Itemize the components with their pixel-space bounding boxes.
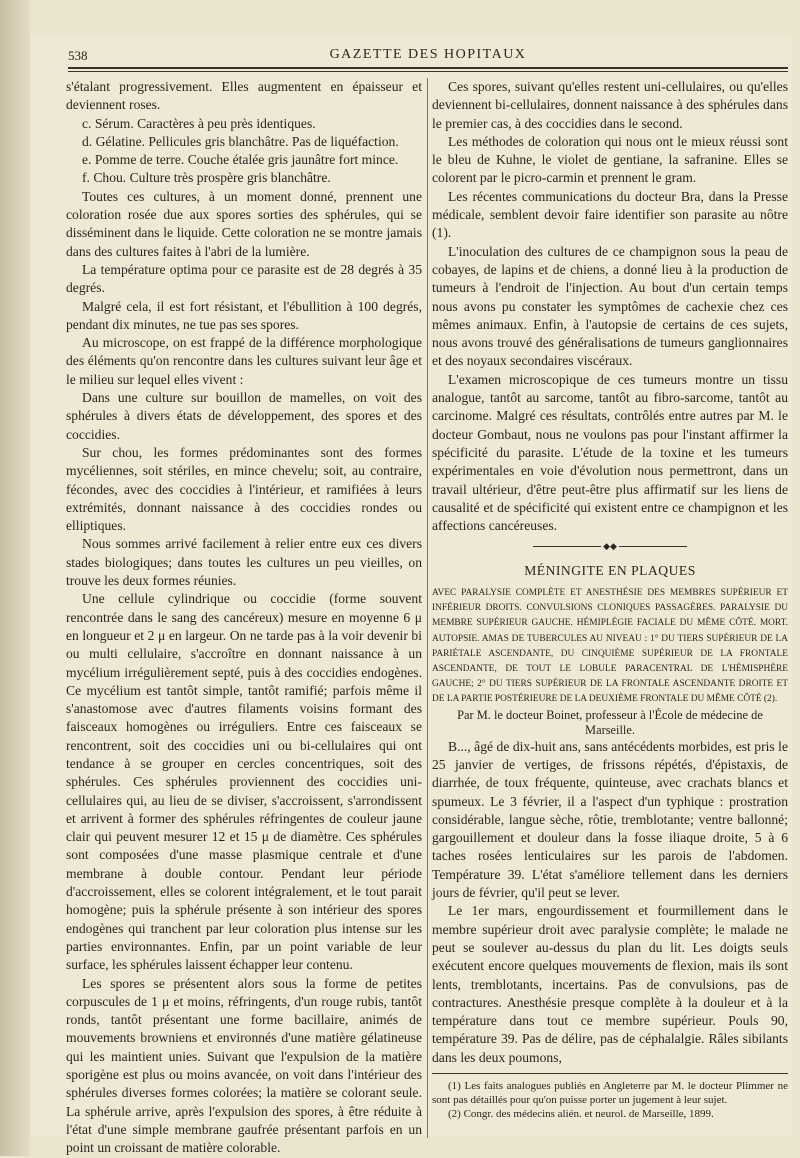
ornament-line-left (533, 546, 601, 547)
page-header (68, 44, 788, 66)
page-binding-shadow (0, 0, 30, 1156)
paragraph: La température optima pour ce parasite est de 28 degrés à 35 degrés. (66, 261, 422, 296)
paragraph: Ces spores, suivant qu'elles restent uni-cellulaires, ou qu'elles deviennent bi-cellulaires, donnent naissance à des sphérules dans le premier cas, à des coccidies dans le second. (432, 79, 788, 131)
section-title: MÉNINGITE EN PLAQUES (524, 562, 696, 578)
footnote: (2) Congr. des médecins alién. et neurol. de Marseille, 1899. (448, 1107, 714, 1120)
paragraph: B..., âgé de dix-huit ans, sans antécédents morbides, est pris le 25 janvier de vertiges, de frissons répétés, d'épistaxis, de diarrhée, de toux fréquente, quinteuse, avec crachats blancs et spumeux. Le 3 février, il a l'aspect d'un typhique : prostration considérable, langue sèche, rôtie, tremblotante; ventre ballonné; gargouillement et douleur dans la fosse iliaque droite, 5 à 6 taches rosées lenticulaires sur les parois de l'abdomen. Température 39. L'état s'améliore tellement dans les derniers jours de février, qu'il peut se lever. (432, 738, 788, 901)
ornament-diamond-icon: ◆◆ (603, 541, 617, 552)
journal-title: GAZETTE DES HOPITAUX (329, 47, 527, 62)
paragraph: Malgré cela, il est fort résistant, et l'ébullition à 100 degrés, pendant dix minutes, ne tue pas ses spores. (66, 298, 422, 332)
paragraph: L'inoculation des cultures de ce champignon sous la peau de cobayes, de lapins et de chiens, a donné lieu à la production de tumeurs à l'endroit de l'injection. Au bout d'un certain temps nous avons pu constater les symptômes de cachexie chez ces mêmes animaux. Enfin, à l'autopsie de certains de ces sujets, nous avons trouvé des généralisations de tumeurs ganglionnaires et des noyaux secondaires viscéraux. (432, 243, 788, 369)
paragraph: d. Gélatine. Pellicules gris blanchâtre. Pas de liquéfaction. (82, 133, 399, 149)
footnote-rule (432, 1073, 788, 1074)
paragraph: Une cellule cylindrique ou coccidie (forme souvent rencontrée dans le sang des cancéreux) mesure en moyenne 6 μ en longueur et 2 μ en largeur. On ne tarde pas à la voir devenir bi ou multi cellulaire, s'accroître en donnant naissance à un mycélium irrégulièrement septé, puis à des coccidies endogènes. Ce mycélium est tantôt simple, tantôt ramifié; parfois même il s'anastomose avec d'autres filaments voisins formant des faisceaux homogènes ou irréguliers. Entre ces faisceaux se rencontrent, soit des coccidies uni ou bi-cellulaires qui ont tendance à se grouper en cercles concentriques, soit des sphérules. Ces sphérules proviennent des coccidies uni-cellulaires qui, au lieu de se diviser, s'accroissent, s'arrondissent et arrivent à former des sphérules réfringentes de couleur jaune clair qui peuvent mesurer 12 et 15 μ de diamètre. Ces sphérules sont composées d'une masse plasmique centrale et d'une membrane à double contour. Pendant leur période d'accroissement, elles se colorent intégralement, et le tout parait homogène; puis la sphérule présente à son intérieur des spores endogènes qui tranchent par leur coloration plus intense sur les parties environnantes. Enfin, par un point variable de leur surface, les sphérules laissent échapper leur contenu. (66, 591, 422, 973)
page-number: 538 (68, 48, 88, 63)
paragraph: c. Sérum. Caractères à peu près identiques. (82, 115, 316, 131)
header-rule-thick (68, 67, 788, 69)
header-rule-thin (68, 71, 788, 72)
paragraph: Les méthodes de coloration qui nous ont le mieux réussi sont le bleu de Kuhne, le violet de gentiane, la safranine. Elles se colorent par le picro-carmin et prennent le gram. (432, 133, 788, 186)
ornament-line-right (619, 546, 687, 547)
paragraph: Au microscope, on est frappé de la différence morphologique des éléments qu'on rencontre dans les cultures suivant leur âge et le milieu sur lequel elles vivent : (66, 335, 422, 387)
footnote: (1) Les faits analogues publiés en Angleterre par M. le docteur Plimmer ne sont pas détaillés pour qu'on puisse porter un jugement à leur sujet. (432, 1079, 788, 1106)
paragraph: e. Pomme de terre. Couche étalée gris jaunâtre fort mince. (82, 152, 399, 168)
paragraph: Le 1er mars, engourdissement et fourmillement dans le membre supérieur droit avec paralysie complète; le malade ne peut se soulever au-dessus du plan du lit. Les doigts seuls exécutent encore quelques mouvements de flexion, mais ils sont lents, tremblotants, incertains. Pas de convulsions, pas de contractures. Anesthésie presque complète à la douleur et à la température dans tout ce membre supérieur. Pouls 90, température 39. Pas de délire, pas de céphalalgie. Râles sibilants dans les deux poumons, (432, 903, 788, 1065)
column-divider (427, 78, 428, 1138)
paragraph: s'étalant progressivement. Elles augmentent en épaisseur et deviennent roses. (66, 79, 422, 113)
paragraph: L'examen microscopique de ces tumeurs montre un tissu analogue, tantôt au sarcome, tantôt au fibro-sarcome, tantôt au carcinome. Malgré ces résultats, contrôlés entre autres par M. le docteur Gombaut, nous ne voulons pas pour l'instant affirmer la spécificité du parasite. L'étude de la toxine et les tumeurs expérimentales en voie d'évolution nous permettront, dans un travail ultérieur, d'être peut-être plus affirmatif sur les liens de causalité et de spécificité qui existent entre ce champignon et les affections cancéreuses. (432, 371, 788, 534)
section-summary: AVEC PARALYSIE COMPLÈTE ET ANESTHÉSIE DES MEMBRES SUPÉRIEUR ET INFÉRIEUR DROITS. CONVULSIONS CLONIQUES PASSAGÈRES. PARALYSIE DU MEMBRE SUPÉRIEUR GAUCHE. HÉMIPLÉGIE FACIALE DU MÊME CÔTÉ. MORT. AUTOPSIE. AMAS DE TUBERCULES AU NIVEAU : 1° DU TIERS SUPÉRIEUR DE LA PARIÉTALE ASCENDANTE, DU CINQUIÈME SUPÉRIEUR DE LA FRONTALE ASCENDANTE, DE TOUT LE LOBULE PARACENTRAL DE L'HÉMISPHÈRE GAUCHE; 2° DU TIERS SUPÉRIEUR DE LA FRONTALE ASCENDANTE DROITE ET DE LA PARTIE POSTÉRIEURE DE LA DEUXIÈME FRONTALE DU MÊME CÔTÉ (2). (432, 588, 788, 705)
paragraph: f. Chou. Culture très prospère gris blanchâtre. (82, 170, 331, 186)
left-column (66, 78, 422, 1158)
right-column (432, 78, 788, 1121)
paragraph: Les récentes communications du docteur Bra, dans la Presse médicale, semblent devoir faire identifier son parasite au nôtre (1). (432, 188, 788, 241)
paragraph: Nous sommes arrivé facilement à relier entre eux ces divers stades biologiques; dans toutes les cultures un peu vieilles, on trouve les deux formes réunies. (66, 536, 422, 589)
section-author: Par M. le docteur Boinet, professeur à l'École de médecine de Marseille. (457, 707, 763, 737)
paragraph: Sur chou, les formes prédominantes sont des formes mycéliennes, soit stériles, en mince chevelu; soit, au contraire, fécondes, avec des coccidies à l'intérieur, et ramifiées à leurs extrémités, donnant naissance à des coccidies rondes ou elliptiques. (66, 444, 422, 534)
paragraph: Toutes ces cultures, à un moment donné, prennent une coloration rosée due aux spores sorties des sphérules, qui se disséminent dans le liquide. Cette coloration ne se montre jamais dans des cultures faites à l'abri de la lumière. (66, 188, 422, 259)
section-ornament (432, 541, 788, 551)
newspaper-page (30, 36, 792, 1156)
paragraph: Les spores se présentent alors sous la forme de petites corpuscules de 1 μ et moins, réfringents, d'un rouge rubis, tantôt ronds, tantôt présentant une forme bacillaire, animés de mouvements browniens et environnés d'une matière gélatineuse qui les maintient unies. Suivant que l'expulsion de la matière sporigène est plus ou moins avancée, on voit dans l'intérieur des sphérules diverses formes colorées; la matière se colorant seule. La sphérule arrive, après l'expulsion des spores, à être réduite à l'état d'une simple membrane gaufrée présentant parfois en un point un croissant de matière colorable. (66, 975, 422, 1156)
paragraph: Dans une culture sur bouillon de mamelles, on voit des sphérules à divers états de développement, des spores et des coccidies. (66, 390, 422, 442)
